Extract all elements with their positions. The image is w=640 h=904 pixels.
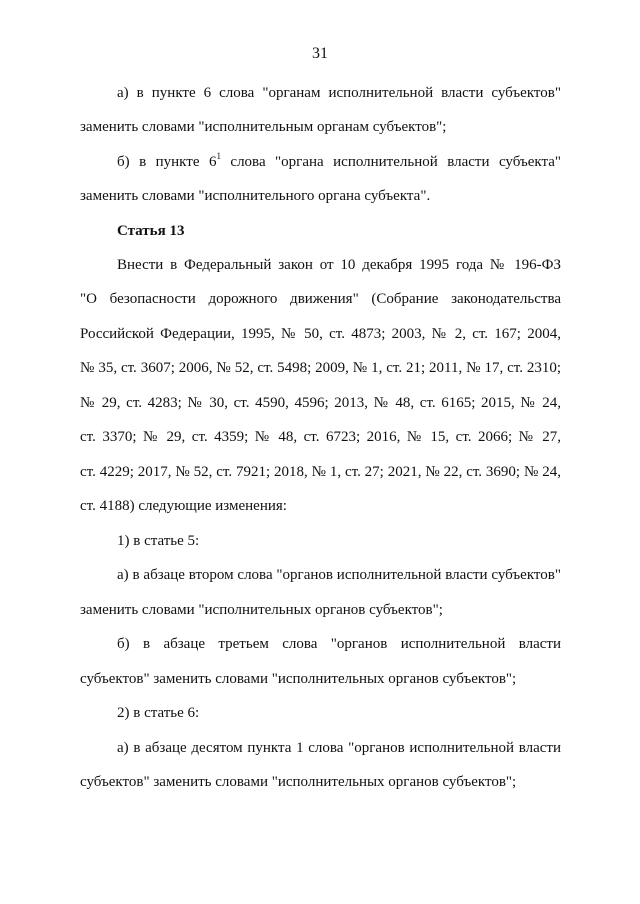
text-line: № 29, ст. 4283; № 30, ст. 4590, 4596; 2013, № 48, ст. 6165; 2015, № 24, <box>80 395 561 411</box>
text-line: 2) в статье 6: <box>117 705 200 721</box>
page-number: 31 <box>312 45 328 62</box>
text-line: субъектов" заменить словами "исполнительных органов субъектов"; <box>80 774 517 790</box>
text-line: б) в абзаце третьем слова "органов исполнительной власти <box>117 636 561 652</box>
text-line: заменить словами "исполнительным органам субъектов"; <box>80 119 447 135</box>
text-line: субъектов" заменить словами "исполнительных органов субъектов"; <box>80 671 517 687</box>
text-line: заменить словами "исполнительных органов субъектов"; <box>80 602 443 618</box>
text-line: ст. 4229; 2017, № 52, ст. 7921; 2018, № 1, ст. 27; 2021, № 22, ст. 3690; № 24, <box>80 464 561 480</box>
text-line: заменить словами "исполнительного органа субъекта". <box>80 188 431 204</box>
text-line: Российской Федерации, 1995, № 50, ст. 4873; 2003, № 2, ст. 167; 2004, <box>80 326 561 342</box>
text-line: а) в абзаце втором слова "органов исполнительной власти субъектов" <box>117 567 561 583</box>
text-line: Внести в Федеральный закон от 10 декабря 1995 года № 196-ФЗ <box>117 257 561 273</box>
text-fragment: б) в пункте 6 <box>117 154 217 170</box>
text-line: а) в пункте 6 слова "органам исполнительной власти субъектов" <box>117 85 561 101</box>
text-line: ст. 3370; № 29, ст. 4359; № 48, ст. 6723; 2016, № 15, ст. 2066; № 27, <box>80 429 561 445</box>
text-line: а) в абзаце десятом пункта 1 слова "органов исполнительной власти <box>117 740 561 756</box>
superscript: 1 <box>216 151 221 161</box>
text-line: № 35, ст. 3607; 2006, № 52, ст. 5498; 2009, № 1, ст. 21; 2011, № 17, ст. 2310; <box>80 360 561 376</box>
text-fragment: слова "органа исполнительной власти субъекта" <box>220 154 562 170</box>
text-line: ст. 4188) следующие изменения: <box>80 498 287 514</box>
text-line: "О безопасности дорожного движения" (Собрание законодательства <box>80 291 561 307</box>
article-heading: Статья 13 <box>117 223 185 239</box>
text-line <box>117 152 561 172</box>
text-line: 1) в статье 5: <box>117 533 200 549</box>
